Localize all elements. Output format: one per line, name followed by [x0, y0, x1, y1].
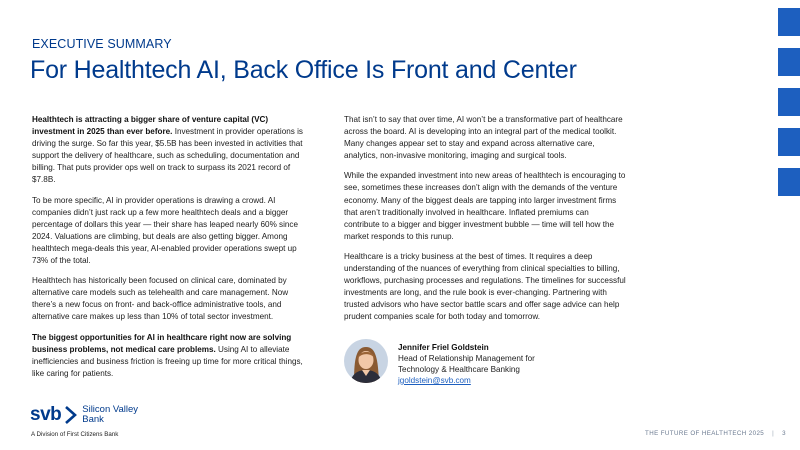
- paragraph: Healthtech has historically been focused on clinical care, dominated by alternative care models such as telehealth and care management. Now there’s a new focus on front- and back-office administrative tools, and alternative care makes up less than 10% of total sector investment.: [32, 276, 289, 322]
- paragraph-body: Investment in provider operations is driving the surge. So far this year, $5.5B has been invested in activities that support the delivery of healthcare, such as scheduling, documentation and billing. That puts provider ops well on track to surpass its 2021 record of $7.8B.: [32, 127, 303, 185]
- chevron-logo-icon: [64, 406, 78, 424]
- paragraph: That isn’t to say that over time, AI won’t be a transformative part of healthcare across the board. AI is developing into an integral part of the medical toolkit. Many changes appear set to stay and expand across alternative care, analytics, non-invasive monitoring, imaging and surgical tools.: [344, 115, 623, 161]
- stripe: [778, 168, 800, 196]
- avatar: [344, 339, 388, 383]
- contact-email-link[interactable]: jgoldstein@svb.com: [398, 376, 471, 385]
- paragraph-lead: The biggest opportunities for AI in healthcare right now are solving business problems, not medical care problems.: [32, 332, 292, 354]
- contact-details: [398, 342, 535, 386]
- paragraph-lead: Healthtech is attracting a bigger share of venture capital (VC) investment in 2025 than ever before.: [32, 115, 269, 137]
- logo-wordmark: svb: [30, 404, 62, 425]
- stripe: [778, 88, 800, 116]
- page-footer: [645, 430, 786, 437]
- brand-tagline: A Division of First Citizens Bank: [31, 431, 119, 438]
- paragraph-body: Using AI to alleviate inefficiencies and business friction is freeing up time for more critical things, like caring for patients.: [32, 344, 303, 378]
- brand-logo: [30, 405, 138, 425]
- paragraph: While the expanded investment into new areas of healthtech is encouraging to see, sometimes these increases don’t align with the demands of the venture economy. Many of the biggest deals are tapping into larger investment firms that aren’t traditionally involved in healthcare. Inflated premiums can contribute to a bigger and bigger investment bubble — time will tell how the market responds to this runup.: [344, 171, 626, 241]
- stripe: [778, 48, 800, 76]
- page-title: For Healthtech AI, Back Office Is Front and Center: [30, 56, 577, 84]
- contact-role: Technology & Healthcare Banking: [398, 365, 520, 374]
- section-eyebrow: EXECUTIVE SUMMARY: [32, 37, 172, 51]
- logo-name-line: Bank: [82, 413, 104, 425]
- footer-report-title: THE FUTURE OF HEALTHTECH 2025: [645, 430, 765, 437]
- paragraph: [32, 114, 310, 187]
- footer-separator: |: [772, 430, 775, 437]
- contact-card: [344, 339, 535, 386]
- page-number: 3: [782, 430, 786, 437]
- decorative-stripes: [776, 0, 800, 210]
- stripe: [778, 8, 800, 36]
- paragraph: Healthcare is a tricky business at the best of times. It requires a deep understanding of the nuances of everything from clinical specialties to billing, workflows, purchasing processes and regulations. The timelines for successful investments are long, and the rule book is ever-changing. Partnering with trusted advisors who have sector battle scars and offer sage advice can help prudent companies scale for both today and tomorrow.: [344, 251, 626, 322]
- paragraph: [32, 332, 310, 380]
- paragraph: To be more specific, AI in provider operations is drawing a crowd. AI companies didn’t just rack up a few more healthtech deals and a bigger percentage of dollars this year — their share has leaped nearly 60% since 2024. Valuations are climbing, but deals are also getting bigger. Among healthtech mega-deals this year, AI-enabled provider operations swept up 73% of the total.: [32, 195, 299, 266]
- contact-name: Jennifer Friel Goldstein: [398, 343, 489, 352]
- left-column: [32, 114, 310, 388]
- logo-name-line: Silicon Valley: [82, 404, 139, 415]
- contact-role: Head of Relationship Management for: [398, 354, 535, 363]
- right-column: [344, 114, 626, 332]
- stripe: [778, 128, 800, 156]
- logo-name: [82, 405, 138, 425]
